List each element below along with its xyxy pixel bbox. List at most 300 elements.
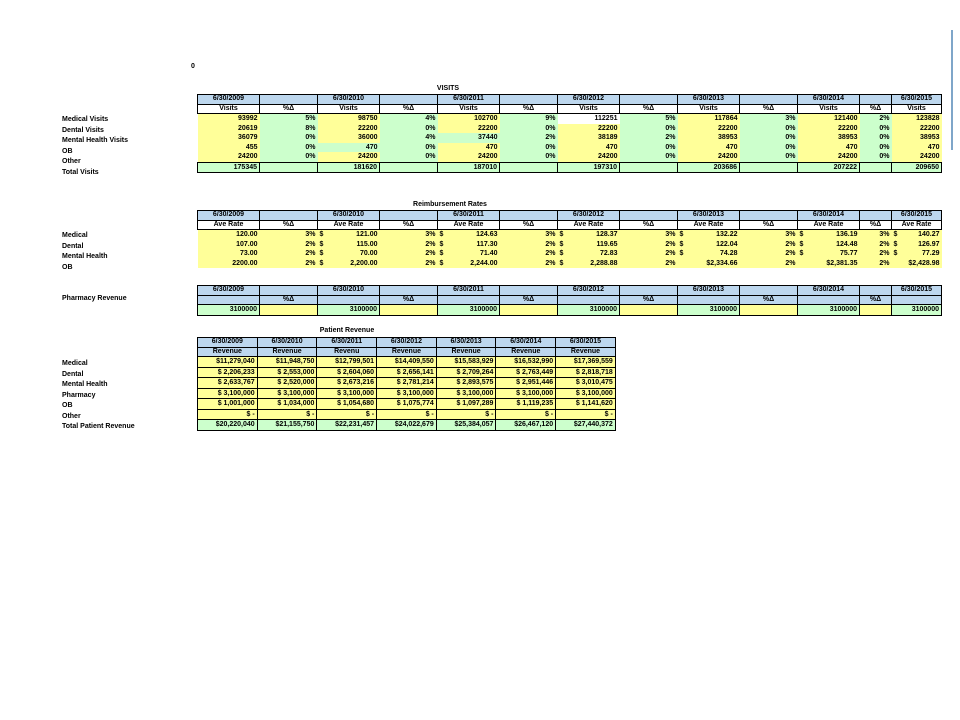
subheader-delta: %Δ: [380, 220, 438, 230]
rate-value: [892, 259, 942, 269]
visits-delta: 0%: [860, 133, 892, 143]
pharmacy-value: 3100000: [438, 305, 500, 316]
period-header: 6/30/2014: [798, 95, 860, 105]
visits-value: 38953: [678, 133, 740, 143]
revenue-cell: $21,155,750: [257, 420, 317, 431]
revenue-header-date: 6/30/2011: [317, 338, 377, 348]
rate-amount: $2,334.66: [706, 259, 738, 267]
subheader-row: [198, 295, 942, 305]
visits-value: 37440: [438, 133, 500, 143]
revenue-cell: $ 3,100,000: [496, 388, 556, 399]
rate-value: [438, 240, 500, 250]
rate-value: [558, 249, 620, 259]
rate-amount: 2,288.88: [590, 259, 618, 267]
revenue-cell: $20,220,040: [198, 420, 258, 431]
revenue-cell: $25,384,057: [436, 420, 496, 431]
visits-total: 187010: [438, 162, 500, 173]
period-header-spacer: [260, 286, 318, 296]
rate-value: 107.00: [198, 240, 260, 250]
rate-delta: 3%: [740, 230, 798, 240]
rate-delta: 2%: [860, 249, 892, 259]
row-label: Medical: [62, 360, 88, 367]
revenue-cell: $ 1,001,000: [198, 399, 258, 410]
rate-value: [678, 259, 740, 269]
currency-symbol: $: [319, 250, 324, 258]
rate-value: [318, 240, 380, 250]
rate-amount: $2,381.35: [826, 259, 858, 267]
pharmacy-delta-cell: [620, 305, 678, 316]
revenue-cell: $ 3,100,000: [257, 388, 317, 399]
revenue-cell: $12,799,501: [317, 357, 377, 368]
rate-value: [892, 230, 942, 240]
rate-value: 73.00: [198, 249, 260, 259]
subheader-value: Ave Rate: [678, 220, 740, 230]
table-row: [198, 409, 616, 420]
visits-value: 117864: [678, 114, 740, 124]
currency-symbol: $: [559, 240, 564, 248]
revenue-cell: $ 1,097,289: [436, 399, 496, 410]
visits-delta: 0%: [740, 124, 798, 134]
total-spacer: [260, 162, 318, 173]
visits-total: 181620: [318, 162, 380, 173]
rate-value: 120.00: [198, 230, 260, 240]
revenue-cell: $ 2,709,264: [436, 367, 496, 378]
revenue-header-date: 6/30/2012: [377, 338, 437, 348]
visits-title: VISITS: [436, 85, 460, 92]
rate-amount: 132.22: [716, 231, 738, 239]
visits-value: 38189: [558, 133, 620, 143]
table-row: [198, 152, 942, 162]
subheader-value: Ave Rate: [438, 220, 500, 230]
visits-total: 203686: [678, 162, 740, 173]
rate-amount: 136.19: [836, 231, 858, 239]
revenue-cell: $ -: [436, 409, 496, 420]
header-row: [198, 347, 616, 357]
row-label: Other: [62, 412, 81, 420]
visits-value: 98750: [318, 114, 380, 124]
revenue-cell: $ 2,763,449: [496, 367, 556, 378]
subheader-spacer: [892, 295, 942, 305]
rate-delta: 2%: [740, 240, 798, 250]
period-header: 6/30/2013: [678, 286, 740, 296]
rate-delta: 2%: [620, 259, 678, 269]
visits-value: 24200: [892, 152, 942, 162]
revenue-cell: $ 2,656,141: [377, 367, 437, 378]
rate-amount: 126.97: [918, 240, 940, 248]
visits-value: 24200: [678, 152, 740, 162]
revenue-header-date: 6/30/2009: [198, 338, 258, 348]
subheader-delta: %Δ: [260, 295, 318, 305]
currency-symbol: $: [679, 250, 684, 258]
visits-total: 197310: [558, 162, 620, 173]
revenue-header-date: 6/30/2013: [436, 338, 496, 348]
revenue-cell: $11,279,040: [198, 357, 258, 368]
rate-delta: 2%: [260, 259, 318, 269]
subheader-delta: %Δ: [740, 295, 798, 305]
period-header: 6/30/2009: [198, 286, 260, 296]
revenue-cell: $ 3,010,475: [556, 378, 616, 389]
pharmacy-table: [197, 285, 942, 316]
visits-total: 175345: [198, 162, 260, 173]
reimbursement-table: [197, 210, 942, 268]
visits-table: [197, 94, 942, 173]
row-label: Dental: [62, 370, 84, 378]
revenue-cell: $26,467,120: [496, 420, 556, 431]
currency-symbol: $: [799, 231, 804, 239]
visits-delta: 5%: [260, 114, 318, 124]
pharmacy-value: 3100000: [198, 305, 260, 316]
period-header-spacer: [740, 95, 798, 105]
revenue-cell: $ -: [556, 409, 616, 420]
period-header-spacer: [740, 211, 798, 221]
subheader-delta: %Δ: [620, 104, 678, 114]
rate-delta: 2%: [860, 259, 892, 269]
subheader-delta: %Δ: [500, 295, 558, 305]
revenue-cell: $ -: [377, 409, 437, 420]
period-header-spacer: [380, 211, 438, 221]
revenue-cell: $ 2,206,233: [198, 367, 258, 378]
pharmacy-value: 3100000: [892, 305, 942, 316]
revenue-cell: $ 2,781,214: [377, 378, 437, 389]
visits-value: 123828: [892, 114, 942, 124]
visits-value: 38953: [798, 133, 860, 143]
table-row: [198, 378, 616, 389]
rate-delta: 2%: [500, 249, 558, 259]
patient-revenue-title: Patient Revenue: [319, 327, 375, 334]
period-header: 6/30/2014: [798, 211, 860, 221]
visits-delta: 0%: [380, 124, 438, 134]
row-label: Medical: [62, 232, 88, 239]
rate-value: [438, 230, 500, 240]
table-row: [198, 367, 616, 378]
period-header: 6/30/2010: [318, 95, 380, 105]
visits-value: 22200: [798, 124, 860, 134]
revenue-cell: $ 2,893,575: [436, 378, 496, 389]
row-label: Mental Health: [62, 253, 108, 260]
total-spacer: [740, 162, 798, 173]
pharmacy-delta-cell: [500, 305, 558, 316]
visits-value: 24200: [798, 152, 860, 162]
visits-value: 112251: [558, 114, 620, 124]
visits-value: 22200: [318, 124, 380, 134]
subheader-value: Visits: [558, 104, 620, 114]
currency-symbol: $: [893, 240, 898, 248]
rate-amount: 128.37: [596, 231, 618, 239]
revenue-cell: $ 2,818,718: [556, 367, 616, 378]
row-label: Pharmacy: [62, 391, 96, 399]
revenue-cell: $ 1,054,680: [317, 399, 377, 410]
visits-delta: 8%: [260, 124, 318, 134]
header-row: [198, 286, 942, 296]
row-label: Dental Visits: [62, 126, 104, 134]
total-spacer: [380, 162, 438, 173]
subheader-delta: %Δ: [860, 104, 892, 114]
revenue-cell: $ -: [496, 409, 556, 420]
pharmacy-delta-cell: [860, 305, 892, 316]
rate-delta: 3%: [260, 230, 318, 240]
rate-delta: 2%: [380, 240, 438, 250]
rate-delta: 2%: [860, 240, 892, 250]
visits-value: 455: [198, 143, 260, 153]
currency-symbol: $: [439, 250, 444, 258]
revenue-header-label: Revenue: [496, 347, 556, 357]
subheader-delta: %Δ: [380, 104, 438, 114]
visits-delta: 0%: [740, 143, 798, 153]
rate-value: [558, 240, 620, 250]
currency-symbol: $: [319, 240, 324, 248]
cell-zero-mark: 0: [191, 63, 195, 70]
visits-value: 470: [798, 143, 860, 153]
revenue-cell: $14,409,550: [377, 357, 437, 368]
total-spacer: [860, 162, 892, 173]
subheader-spacer: [318, 295, 380, 305]
visits-value: 24200: [438, 152, 500, 162]
period-header-spacer: [860, 211, 892, 221]
period-header: 6/30/2009: [198, 95, 260, 105]
rate-value: [438, 259, 500, 269]
subheader-value: Visits: [198, 104, 260, 114]
rate-value: [678, 249, 740, 259]
visits-delta: 0%: [260, 143, 318, 153]
visits-delta: 0%: [380, 152, 438, 162]
rate-amount: 115.00: [356, 240, 378, 248]
subheader-delta: %Δ: [620, 220, 678, 230]
period-header: 6/30/2015: [892, 95, 942, 105]
period-header-spacer: [860, 286, 892, 296]
revenue-cell: $16,532,990: [496, 357, 556, 368]
subheader-value: Ave Rate: [558, 220, 620, 230]
currency-symbol: $: [893, 250, 898, 258]
period-header: 6/30/2012: [558, 286, 620, 296]
revenue-cell: $ 3,100,000: [556, 388, 616, 399]
currency-symbol: $: [439, 240, 444, 248]
pharmacy-delta-cell: [260, 305, 318, 316]
revenue-cell: $ 1,119,235: [496, 399, 556, 410]
visits-total: 209650: [892, 162, 942, 173]
visits-delta: 4%: [380, 114, 438, 124]
pharmacy-delta-cell: [740, 305, 798, 316]
revenue-cell: $ 2,604,060: [317, 367, 377, 378]
revenue-cell: $ -: [317, 409, 377, 420]
table-row: [198, 133, 942, 143]
table-row: [198, 114, 942, 124]
revenue-cell: $ -: [198, 409, 258, 420]
rate-delta: 3%: [500, 230, 558, 240]
period-header: 6/30/2014: [798, 286, 860, 296]
currency-symbol: $: [679, 231, 684, 239]
rate-amount: 122.04: [716, 240, 738, 248]
period-header-spacer: [260, 211, 318, 221]
pharmacy-value: 3100000: [318, 305, 380, 316]
rate-value: [438, 249, 500, 259]
period-header: 6/30/2010: [318, 211, 380, 221]
currency-symbol: $: [559, 259, 564, 267]
currency-symbol: $: [559, 231, 564, 239]
reimbursement-row-labels: [62, 231, 108, 273]
visits-value: 470: [438, 143, 500, 153]
revenue-cell: $17,369,559: [556, 357, 616, 368]
visits-delta: 5%: [620, 114, 678, 124]
subheader-value: Visits: [892, 104, 942, 114]
currency-symbol: $: [319, 259, 324, 267]
rate-amount: 2,200.00: [350, 259, 378, 267]
revenue-header-label: Revenue: [198, 347, 258, 357]
table-row: [198, 249, 942, 259]
rate-value: [798, 240, 860, 250]
period-header-spacer: [740, 286, 798, 296]
row-label: OB: [62, 263, 73, 271]
rate-delta: 2%: [260, 240, 318, 250]
period-header-spacer: [260, 95, 318, 105]
revenue-cell: $ 3,100,000: [377, 388, 437, 399]
visits-delta: 0%: [860, 152, 892, 162]
rate-delta: 3%: [860, 230, 892, 240]
revenue-cell: $ 2,633,767: [198, 378, 258, 389]
visits-delta: 0%: [620, 143, 678, 153]
visits-delta: 2%: [860, 114, 892, 124]
rate-delta: 2%: [740, 249, 798, 259]
rate-amount: 117.30: [476, 240, 498, 248]
pharmacy-value: 3100000: [558, 305, 620, 316]
visits-value: 470: [318, 143, 380, 153]
rate-amount: 71.40: [479, 250, 498, 258]
rate-value: [798, 249, 860, 259]
revenue-cell: $ 1,075,774: [377, 399, 437, 410]
row-label: Other: [62, 158, 81, 165]
rate-delta: 2%: [500, 259, 558, 269]
rate-amount: 124.63: [476, 231, 498, 239]
currency-symbol: $: [439, 231, 444, 239]
rate-delta: 2%: [620, 249, 678, 259]
currency-symbol: $: [799, 240, 804, 248]
subheader-delta: %Δ: [260, 104, 318, 114]
revenue-cell: $ 2,553,000: [257, 367, 317, 378]
period-header: 6/30/2011: [438, 211, 500, 221]
row-label: OB: [62, 402, 73, 409]
visits-delta: 0%: [620, 124, 678, 134]
visits-value: 22200: [892, 124, 942, 134]
revenue-cell: $ 2,520,000: [257, 378, 317, 389]
rate-value: [892, 240, 942, 250]
revenue-header-label: Revenue: [377, 347, 437, 357]
period-header: 6/30/2012: [558, 211, 620, 221]
rate-delta: 3%: [380, 230, 438, 240]
rate-value: [318, 259, 380, 269]
page-edge-rule: [951, 30, 953, 150]
subheader-value: Visits: [318, 104, 380, 114]
visits-delta: 0%: [620, 152, 678, 162]
period-header: 6/30/2013: [678, 95, 740, 105]
table-row: [198, 259, 942, 269]
subheader-delta: %Δ: [260, 220, 318, 230]
subheader-value: Visits: [798, 104, 860, 114]
rate-amount: 119.65: [596, 240, 618, 248]
revenue-cell: $ 2,673,216: [317, 378, 377, 389]
visits-value: 24200: [318, 152, 380, 162]
visits-delta: 0%: [500, 143, 558, 153]
visits-delta: 0%: [500, 124, 558, 134]
table-row: [198, 388, 616, 399]
subheader-value: Ave Rate: [198, 220, 260, 230]
visits-delta: 0%: [860, 143, 892, 153]
subheader-delta: %Δ: [860, 220, 892, 230]
pharmacy-delta-cell: [380, 305, 438, 316]
subheader-spacer: [198, 295, 260, 305]
subheader-delta: %Δ: [500, 104, 558, 114]
currency-symbol: $: [679, 240, 684, 248]
period-header-spacer: [620, 286, 678, 296]
pharmacy-value: 3100000: [798, 305, 860, 316]
pharmacy-label: Pharmacy Revenue: [62, 295, 127, 302]
row-label: OB: [62, 147, 73, 155]
rate-delta: 2%: [260, 249, 318, 259]
period-header-spacer: [860, 95, 892, 105]
visits-value: 38953: [892, 133, 942, 143]
currency-symbol: $: [559, 250, 564, 258]
revenue-cell: $27,440,372: [556, 420, 616, 431]
header-row: [198, 95, 942, 105]
row-label: Mental Health: [62, 381, 108, 388]
visits-delta: 0%: [740, 133, 798, 143]
revenue-header-label: Revenu: [317, 347, 377, 357]
revenue-header-label: Revenue: [257, 347, 317, 357]
rate-value: [678, 230, 740, 240]
visits-value: 102700: [438, 114, 500, 124]
visits-delta: 0%: [260, 152, 318, 162]
rate-delta: 2%: [380, 249, 438, 259]
revenue-cell: $11,948,750: [257, 357, 317, 368]
visits-value: 22200: [438, 124, 500, 134]
visits-value: 36079: [198, 133, 260, 143]
rate-amount: 121.00: [356, 231, 378, 239]
table-row: [198, 124, 942, 134]
rate-delta: 2%: [380, 259, 438, 269]
period-header-spacer: [380, 286, 438, 296]
total-row: [198, 420, 616, 431]
patient-revenue-row-labels: [62, 359, 135, 433]
visits-value: 121400: [798, 114, 860, 124]
period-header-spacer: [620, 95, 678, 105]
period-header: 6/30/2013: [678, 211, 740, 221]
period-header: 6/30/2011: [438, 286, 500, 296]
total-spacer: [500, 162, 558, 173]
rate-amount: 75.77: [839, 250, 858, 258]
subheader-delta: %Δ: [860, 295, 892, 305]
subheader-delta: %Δ: [500, 220, 558, 230]
rate-delta: 3%: [620, 230, 678, 240]
reimbursement-title: Reimbursement Rates: [413, 201, 487, 208]
subheader-row: [198, 220, 942, 230]
currency-symbol: $: [893, 231, 898, 239]
table-row: [198, 357, 616, 368]
subheader-value: Ave Rate: [892, 220, 942, 230]
period-header: 6/30/2015: [892, 211, 942, 221]
rate-value: [798, 230, 860, 240]
subheader-spacer: [798, 295, 860, 305]
subheader-spacer: [678, 295, 740, 305]
rate-amount: 70.00: [359, 250, 378, 258]
revenue-cell: $ -: [257, 409, 317, 420]
period-header: 6/30/2012: [558, 95, 620, 105]
total-spacer: [620, 162, 678, 173]
rate-amount: 74.28: [719, 250, 738, 258]
visits-value: 24200: [198, 152, 260, 162]
rate-value: [318, 249, 380, 259]
visits-value: 24200: [558, 152, 620, 162]
subheader-delta: %Δ: [620, 295, 678, 305]
period-header: 6/30/2010: [318, 286, 380, 296]
revenue-cell: $ 2,951,446: [496, 378, 556, 389]
